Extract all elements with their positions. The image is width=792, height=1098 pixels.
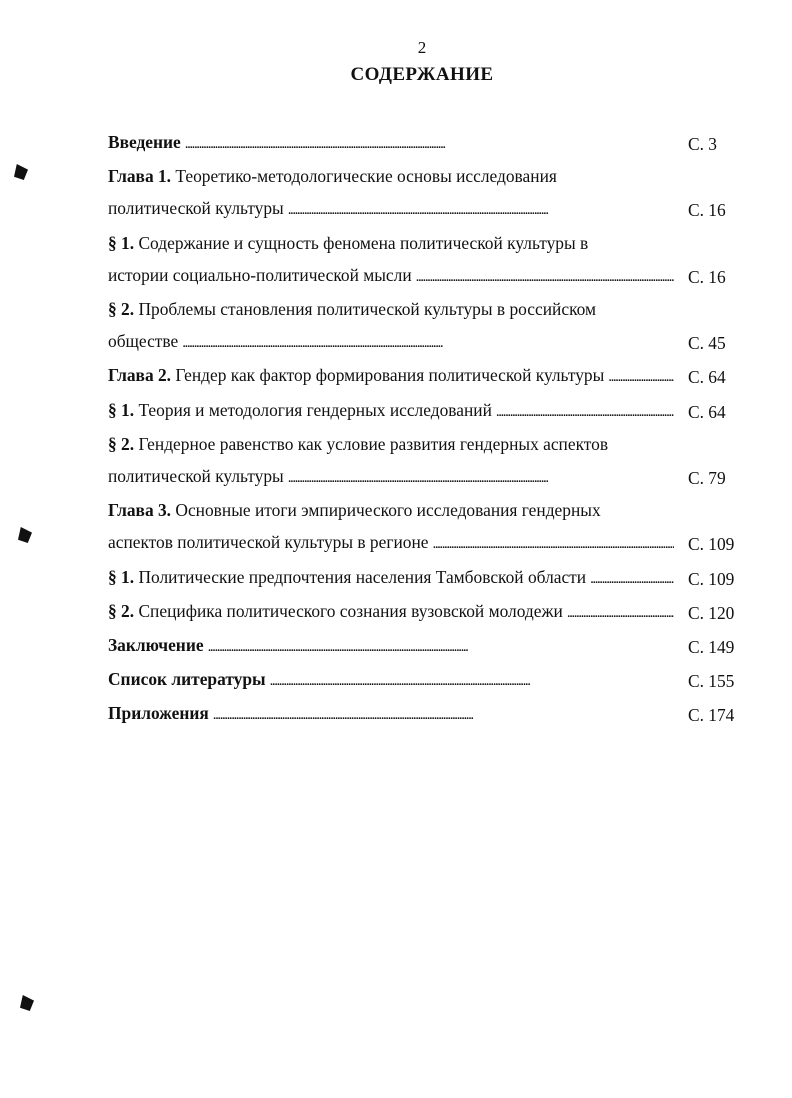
toc-entry-ch1-section-2[interactable]: [108, 293, 744, 359]
toc-text: Основные итоги эмпирического исследования гендерных: [175, 500, 601, 521]
toc-text: аспектов политической культуры в регионе: [108, 532, 429, 553]
toc-label: § 2.: [108, 433, 135, 454]
toc-text: истории социально-политической мысли: [108, 264, 412, 285]
toc-text: политической культуры: [108, 466, 284, 487]
toc-text: Теория и методология гендерных исследований: [138, 399, 492, 420]
toc-label: Приложения: [108, 703, 209, 724]
toc-text: политической культуры: [108, 198, 284, 219]
toc-text: Гендер как фактор формирования политической культуры: [175, 365, 605, 386]
toc-entry-appendices[interactable]: [108, 697, 744, 731]
dot-leader: [181, 126, 674, 160]
dot-leader: [284, 192, 674, 226]
toc-entry-chapter-1[interactable]: [108, 160, 744, 226]
toc-page-ref: С. 16: [688, 266, 726, 287]
toc-line: [108, 160, 674, 192]
toc-line: [108, 227, 674, 259]
dot-leader: [563, 595, 674, 629]
toc-entry-conclusion[interactable]: [108, 629, 744, 663]
toc-page-ref: С. 174: [688, 705, 735, 726]
toc-label: § 2.: [108, 299, 135, 320]
dot-leader: [586, 561, 674, 595]
toc-page-ref: С. 120: [688, 602, 735, 623]
toc-text: Политические предпочтения населения Тамбовской области: [138, 566, 587, 587]
scan-artifact: [20, 995, 34, 1011]
toc-page-ref: С. 3: [688, 134, 717, 154]
toc-text: обществе: [108, 331, 179, 352]
toc-label: Глава 3.: [108, 500, 172, 521]
dot-leader: [429, 526, 674, 560]
scan-artifact: [14, 164, 28, 180]
toc-page-ref: С. 109: [688, 534, 735, 555]
toc-page-ref: С. 64: [688, 401, 726, 422]
toc-entry-ch3-section-2[interactable]: [108, 595, 744, 629]
toc-entry-ch1-section-1[interactable]: [108, 227, 744, 293]
toc-entry-bibliography[interactable]: [108, 663, 744, 697]
toc-label: § 1.: [108, 566, 135, 587]
toc-entry-ch3-section-1[interactable]: [108, 561, 744, 595]
page-title: СОДЕРЖАНИЕ: [350, 64, 494, 85]
toc-text: Специфика политического сознания вузовской молодежи: [138, 600, 563, 621]
dot-leader: [178, 325, 674, 359]
toc-page-ref: С. 64: [688, 367, 726, 388]
toc-text: Гендерное равенство как условие развития гендерных аспектов: [138, 433, 609, 454]
toc-page-ref: С. 155: [688, 671, 735, 692]
dot-leader: [492, 394, 674, 428]
toc-page-ref: С. 45: [688, 333, 726, 354]
page-number: 2: [417, 38, 427, 57]
toc-page-ref: С. 16: [688, 200, 726, 221]
toc-entry-introduction[interactable]: [108, 126, 744, 160]
scan-artifact: [18, 527, 32, 543]
toc-label: Заключение: [108, 635, 204, 656]
toc-text: Теоретико-методологические основы исследования: [175, 166, 557, 187]
dot-leader: [266, 663, 674, 697]
table-of-contents: [108, 126, 744, 732]
toc-label: Введение: [108, 132, 181, 152]
toc-line: [108, 494, 674, 526]
toc-label: Глава 2.: [108, 365, 172, 386]
toc-label: Список литературы: [108, 669, 266, 690]
toc-entry-ch2-section-2[interactable]: [108, 428, 744, 494]
dot-leader: [284, 460, 674, 494]
toc-page-ref: С. 109: [688, 568, 735, 589]
toc-text: Содержание и сущность феномена политической культуры в: [138, 232, 589, 253]
toc-line: [108, 428, 674, 460]
toc-text: Проблемы становления политической культуры в российском: [138, 299, 596, 320]
dot-leader: [604, 359, 674, 393]
dot-leader: [412, 259, 674, 293]
toc-label: § 1.: [108, 232, 135, 253]
toc-entry-chapter-3[interactable]: [108, 494, 744, 560]
dot-leader: [204, 629, 674, 663]
toc-label: Глава 1.: [108, 166, 172, 187]
toc-page-ref: С. 149: [688, 637, 735, 658]
toc-label: § 1.: [108, 399, 135, 420]
toc-entry-chapter-2[interactable]: [108, 359, 744, 393]
dot-leader: [209, 697, 674, 731]
toc-entry-ch2-section-1[interactable]: [108, 394, 744, 428]
toc-line: [108, 293, 674, 325]
toc-label: § 2.: [108, 600, 135, 621]
toc-page-ref: С. 79: [688, 468, 726, 489]
